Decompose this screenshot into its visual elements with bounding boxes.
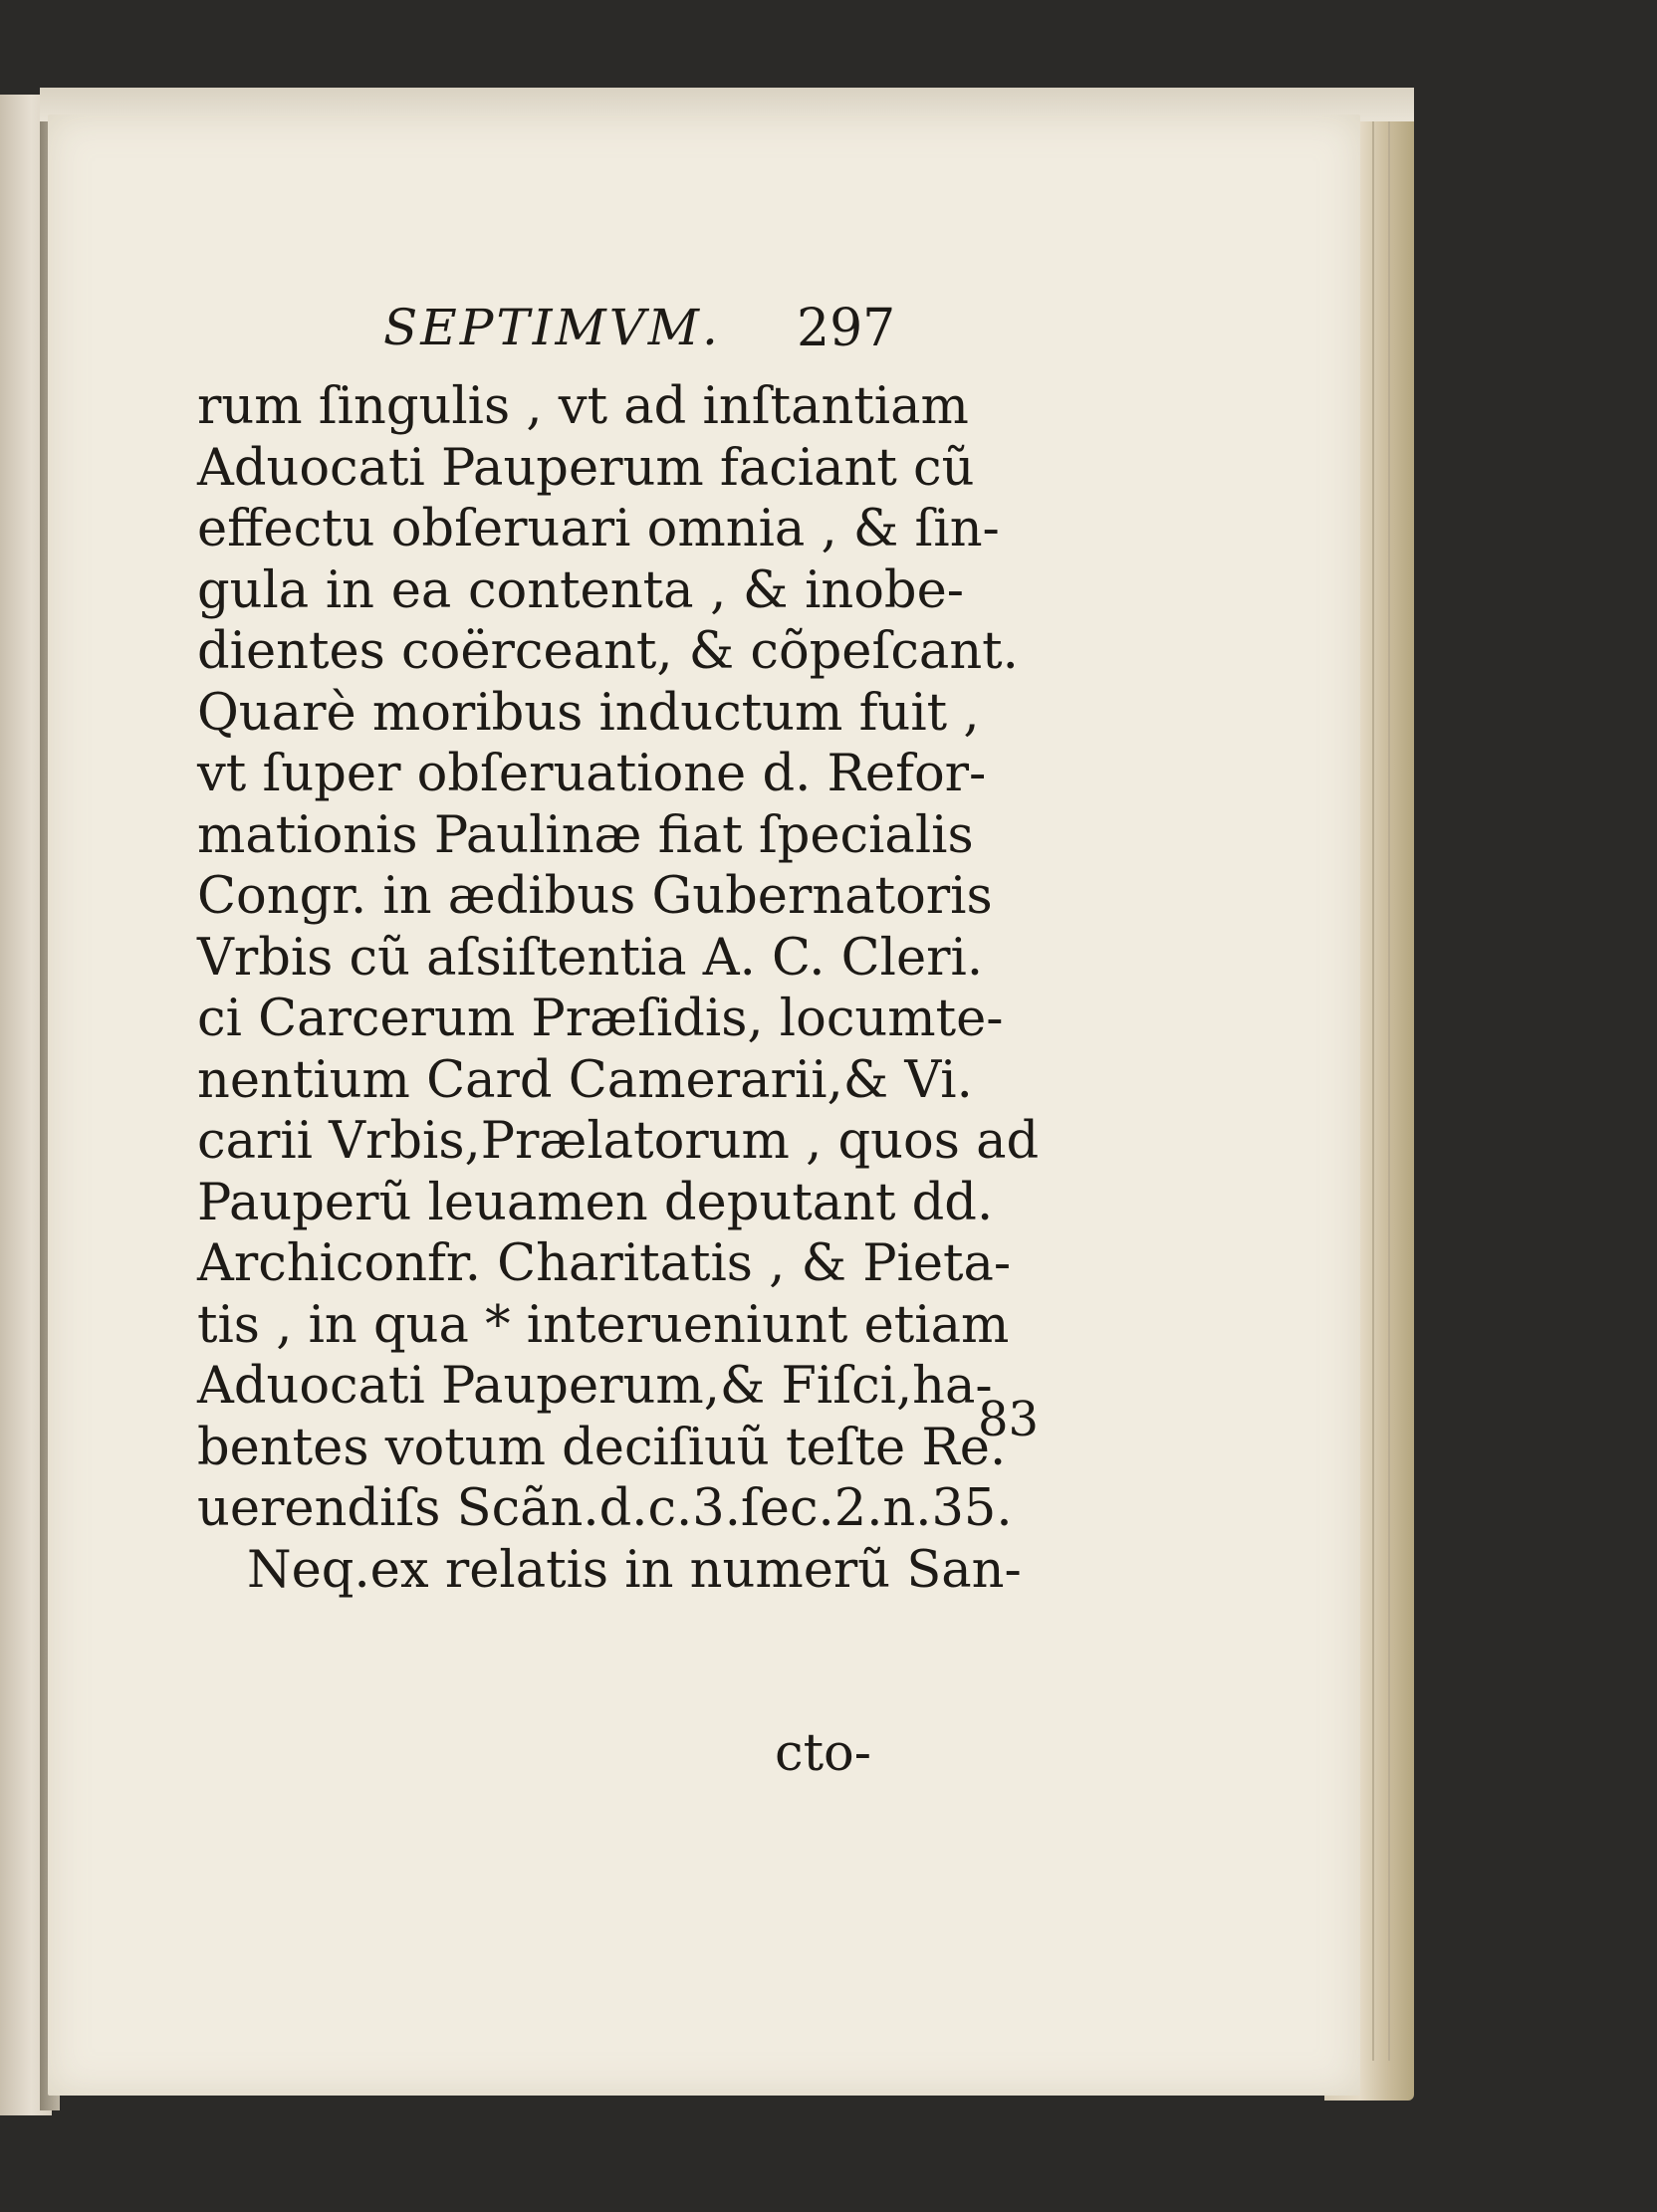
text-line: Neq.ex relatis in numerũ San- — [247, 1540, 1022, 1600]
text-line: Aduocati Pauperum,& Fiſci,ha- — [197, 1357, 993, 1416]
text-line: tis , in qua * interueniunt etiam — [197, 1295, 1010, 1355]
text-line: Quarè moribus inductum fuit , — [197, 683, 980, 743]
text-line: Vrbis cũ aſsiſtentia A. C. Cleri. — [197, 928, 984, 988]
text-line: nentium Card Camerarii,& Vi. — [197, 1050, 973, 1110]
page-edge-line — [1372, 110, 1374, 2061]
catchword: cto- — [775, 1724, 871, 1783]
text-line: mationis Paulinæ fiat ſpecialis — [197, 805, 974, 865]
text-line: Aduocati Pauperum faciant cũ — [197, 438, 975, 498]
text-line: Archiconfr. Charitatis , & Pieta- — [197, 1234, 1012, 1293]
text-line: dientes coërceant, & cõpeſcant. — [197, 622, 1019, 681]
running-head: SEPTIMVM. — [383, 299, 721, 356]
text-line: vt ſuper obſeruatione d. Refor- — [197, 745, 987, 803]
text-line: carii Vrbis,Prælatorum , quos ad — [197, 1112, 1040, 1171]
text-line: Congr. in ædibus Gubernatoris — [197, 867, 993, 926]
text-line: rum ſingulis , vt ad inſtantiam — [197, 377, 969, 436]
margin-note: 83 — [978, 1392, 1040, 1447]
page-edge-line — [1388, 110, 1390, 2061]
text-line: ci Carcerum Præſidis, locumte- — [197, 990, 1004, 1048]
text-line: effectu obſeruari omnia , & ſin- — [197, 500, 1000, 558]
text-line: uerendiſs Scãn.d.c.3.ſec.2.n.35. — [197, 1479, 1013, 1538]
page-number: 297 — [797, 299, 896, 358]
text-line: Pauperũ leuamen deputant dd. — [197, 1173, 994, 1232]
text-line: gula in ea contenta , & inobe- — [197, 560, 964, 620]
text-line: bentes votum deciſiuũ teſte Re. — [197, 1418, 1007, 1477]
